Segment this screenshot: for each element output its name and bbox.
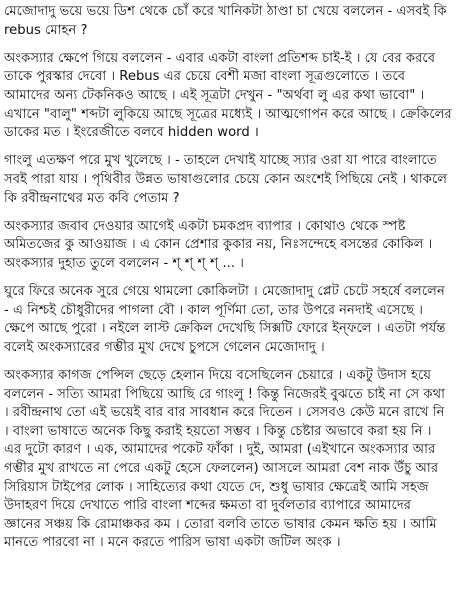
paragraph-5: ঘুরে ফিরে অনেক সুরে গেয়ে থামলো কোকিলটা । মেজোদাদু প্লেট চেটে সহর্ষে বললেন - এ নিশ্চই চৌধুরীদের পাগলা বৌ । কাল পূর্ণিমা তো, তার উপরে ননদাই এসেছে । ক্ষেপে আছে পুরো । নইলে লাস্ট ক্রেকিল দেখেছি সিক্সটি ফোরে ইন্ফলে । এতটা পর্যন্ত বলেই অংকস্যারের গম্ভীর মুখ দেখে চুপসে গেলেন মেজোদাদু । [4, 284, 446, 355]
paragraph-3: গাংলু এতক্ষণ পরে মুখ খুলেছে । - তাহলে দেখাই যাচ্ছে স্যার ওরা যা পারে বাংলাতে সবই পারা যায় । পৃথিবীর উন্নত ভাষাগুলোর চেয়ে কোন অংশেই পিছিয়ে নেই । থাকলে কি রবীন্দ্রনাথের মত কবি পেতাম ? [4, 153, 448, 206]
paragraph-6: অংকস্যার কাগজ পেন্সিল ছেড়ে হেলান দিয়ে বসেছিলেন চেয়ারে । একটু উদাস হয়ে বললেন - সত্যি আমরা পিছিয়ে আছি রে গাংলু ! কিন্তু নিজেরই বুঝতে চাই না সে কথা । রবীন্দ্রনাথ তো এই ভয়েই বার বার সাবধান করে দিতেন । সেসবও কেউ মনে রাখে নি । বাংলা ভাষাতে অনেক কিছু করাই হয়তো সম্ভব । কিন্তু চেষ্টার অভাবে করা হয় নি । এর দুটো কারণ । এক, আমাদের পকেট ফাঁকা । দুই, আমরা (এইখানে অংকস্যার আর গম্ভীর মুখ রাখতে না পেরে একটু হেসে ফেললেন) আসলে আমরা বেশ নাক উঁচু আর সিরিয়াস টাইপের লোক । সাহিত্যের কথা যেতে দে, শুধু ভাষার ক্ষেত্রেই আমি সহজ উদাহরণ দিয়ে দেখাতে পারি বাংলা শব্দের ক্ষমতা বা দুর্বলতার ব্যাপারে আমাদের জ্ঞানের সঞ্চয় কি রোমাঞ্চকর কম । তোরা বলবি তাতে ভাষার কেমন ক্ষতি হয় । আমি মানতে পারবো না । মনে করতে পারিস ভাষা একটা জটিল অংক । [4, 368, 445, 551]
paragraph-4: অংকস্যার জবাব দেওয়ার আগেই একটা চমকপ্রদ ব্যাপার । কোথাও থেকে স্পষ্ট অমিতজের কু আওয়াজ । এ কোন প্রেশার কুকার নয়, নিঃসন্দেহে বসন্তের কোকিল । অংকস্যার দুহাত তুলে বললেন - শ্ শ্ শ্ শ্ ... । [4, 218, 433, 271]
paragraph-1: মেজোদাদু ভয়ে ভয়ে ডিশ থেকে চোঁ করে খানিকটা ঠাণ্ডা চা খেয়ে বললেন - এসবই কি rebus মোহন ? [4, 4, 447, 38]
paragraph-2: অংকস্যার ক্ষেপে গিয়ে বললেন - এবার একটা বাংলা প্রতিশব্দ চাই-ই । যে বের করবে তাকে পুরস্কার দেবো । Rebus এর চেয়ে বেশী মজা বাংলা সূত্রগুলোতে । তবে আমাদের অন্য টেকনিকও আছে । এই সূত্রটা দেখুন - "অর্থবা লু এর কথা ভাবো" । এখানে "বালু" শব্দটা লুকিয়ে আছে সূত্রের মধ্যেই । আত্মগোপন করে আছে । ক্রেকিলের ডাকের মত । ইংরেজীতে বলবে hidden word । [4, 50, 452, 141]
